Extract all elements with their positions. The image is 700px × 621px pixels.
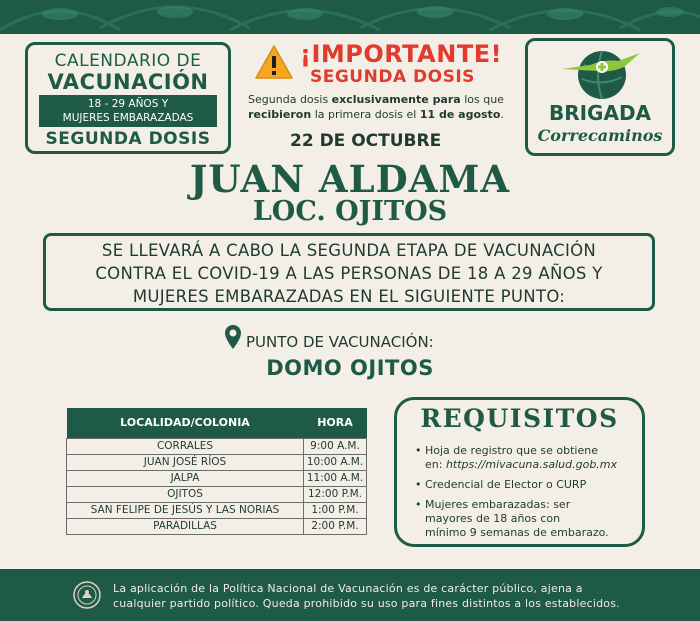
footer-line1: La aplicación de la Política Nacional de Vacunación es de carácter público, ajena a [113, 582, 583, 595]
important-text-g: . [500, 108, 504, 121]
page-subtitle: LOC. OJITOS [252, 196, 448, 227]
locality-cell: JALPA [67, 470, 304, 486]
bullet-icon: • [415, 444, 422, 457]
time-cell: 12:00 P.M. [304, 486, 367, 502]
requirement-3-line2: mayores de 18 años con [425, 512, 561, 525]
table-row [67, 470, 367, 486]
calendar-title-line1: CALENDARIO DE [54, 51, 202, 71]
locality-cell: JUAN JOSÉ RÍOS [67, 454, 304, 470]
time-cell: 1:00 P.M. [304, 502, 367, 518]
calendar-ages-label [39, 95, 217, 127]
requirements-title: REQUISITOS [420, 404, 619, 433]
locality-cell: SAN FELIPE DE JESÚS Y LAS NORIAS [67, 502, 304, 518]
column-header-locality: LOCALIDAD/COLONIA [67, 408, 304, 438]
time-cell: 2:00 P.M. [304, 518, 367, 534]
footer-disclaimer [113, 581, 620, 611]
locality-cell: OJITOS [67, 486, 304, 502]
registration-url[interactable]: https://mivacuna.salud.gob.mx [445, 458, 618, 471]
time-cell: 11:00 A.M. [304, 470, 367, 486]
page-title: JUAN ALDAMA [189, 157, 511, 201]
location-value: DOMO OJITOS [266, 356, 434, 380]
requirement-1-line2: en: [425, 458, 446, 471]
info-line1: SE LLEVARÁ A CABO LA SEGUNDA ETAPA DE VACUNACIÓN [101, 241, 597, 260]
top-decorative-band [0, 0, 700, 34]
bullet-icon: • [415, 478, 422, 491]
important-text-c: los que [460, 93, 504, 106]
brigada-title: BRIGADA [548, 101, 652, 125]
info-line2: CONTRA EL COVID-19 A LAS PERSONAS DE 18 A 29 AÑOS Y [95, 264, 603, 283]
calendar-ages-line1: 18 - 29 AÑOS Y [87, 98, 169, 110]
footer [0, 569, 700, 621]
important-text-b: exclusivamente para [331, 93, 461, 106]
map-pin-icon [224, 324, 242, 350]
requirement-3-line3: mínimo 9 semanas de embarazo. [425, 526, 609, 539]
important-text-a: Segunda dosis [248, 93, 332, 106]
list-item [415, 478, 640, 492]
info-line3: MUJERES EMBARAZADAS EN EL SIGUIENTE PUNTO: [132, 287, 566, 306]
important-text-d: recibieron [248, 108, 312, 121]
time-cell: 10:00 A.M. [304, 454, 367, 470]
calendar-dose-label: SEGUNDA DOSIS [45, 129, 211, 149]
roadrunner-globe-icon [560, 45, 642, 101]
table-row [67, 518, 367, 534]
locality-cell: CORRALES [67, 438, 304, 454]
important-text-e: la primera dosis el [311, 108, 420, 121]
footer-line2: cualquier partido político. Queda prohibido su uso para fines distintos a los establecidos. [113, 597, 620, 610]
list-item [415, 498, 640, 540]
brigada-box [525, 38, 675, 156]
brigada-subtitle: Correcaminos [537, 126, 663, 145]
leaf-pattern-icon [0, 0, 700, 34]
important-description [240, 92, 512, 122]
requirement-2: Credencial de Elector o CURP [425, 478, 587, 491]
important-title: ¡IMPORTANTE! [300, 40, 503, 68]
schedule-header-row [67, 408, 367, 438]
list-item [415, 444, 640, 472]
requirement-1-line1: Hoja de registro que se obtiene [425, 444, 598, 457]
requirements-list [415, 444, 640, 546]
table-row [67, 438, 367, 454]
table-row [67, 454, 367, 470]
column-header-time: HORA [304, 408, 367, 438]
location-label: PUNTO DE VACUNACIÓN: [246, 333, 434, 351]
table-row [67, 502, 367, 518]
locality-cell: PARADILLAS [67, 518, 304, 534]
schedule-table [66, 408, 367, 535]
national-seal-icon [72, 580, 102, 610]
warning-triangle-icon [254, 44, 294, 80]
requirement-3-line1: Mujeres embarazadas: ser [425, 498, 571, 511]
calendar-box [25, 42, 231, 154]
calendar-title-line2: VACUNACIÓN [47, 70, 209, 94]
table-row [67, 486, 367, 502]
calendar-ages-line2: MUJERES EMBARAZADAS [62, 112, 194, 124]
important-subtitle: SEGUNDA DOSIS [310, 67, 475, 87]
event-date: 22 DE OCTUBRE [290, 131, 442, 151]
time-cell: 9:00 A.M. [304, 438, 367, 454]
bullet-icon: • [415, 498, 422, 511]
requirements-box [394, 397, 645, 547]
important-text-f: 11 de agosto [419, 108, 501, 121]
info-box [43, 233, 655, 311]
